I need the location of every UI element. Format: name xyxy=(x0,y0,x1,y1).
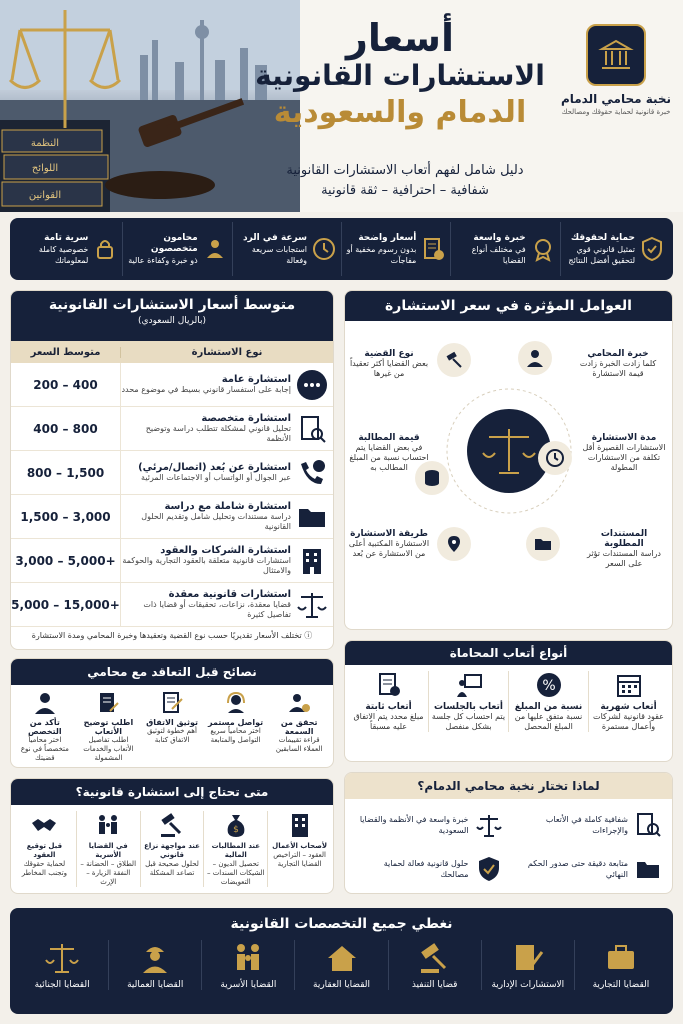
factor-item xyxy=(345,529,433,559)
factors-panel xyxy=(344,290,673,630)
row-desc: عبر الجوال أو الواتساب أو الاجتماعات المرئية xyxy=(141,473,291,482)
tip-desc: اطلب تفاصيل الأتعاب والخدمات المشمولة xyxy=(83,736,134,762)
feature-title: محامون متخصصون xyxy=(150,232,198,254)
row-price: 200 – 400 xyxy=(11,363,121,406)
gavel-icon xyxy=(158,811,186,839)
why-title: لماذا تختار نخبة محامي الدمام؟ xyxy=(345,773,672,799)
factor-item xyxy=(574,349,662,379)
row-name: استشارات قانونية معقدة xyxy=(168,589,291,600)
tip-desc: اختر محامياً سريع التواصل والمتابعة xyxy=(210,727,261,744)
feature-item xyxy=(450,222,559,276)
lawyers-group-icon xyxy=(202,236,228,262)
specialty-name: الاستشارات الإدارية xyxy=(491,980,565,990)
info-icon: ⓘ xyxy=(301,631,313,640)
prices-header xyxy=(11,291,333,341)
presenter-icon xyxy=(455,671,483,699)
feature-item xyxy=(560,222,669,276)
feature-desc: تمثيل قانوني قوي لتحقيق أفضل النتائج xyxy=(568,244,635,265)
scales-icon xyxy=(475,811,503,839)
row-price: 3,000 – 5,000+ xyxy=(11,539,121,582)
row-price: 400 – 800 xyxy=(11,407,121,450)
briefcase-icon xyxy=(603,940,639,976)
specialties-panel xyxy=(10,908,673,1014)
row-desc: إجابة على استفسار قانوني بسيط في موضوع محدد xyxy=(121,385,291,394)
specialty-item xyxy=(201,940,294,990)
subtitle: دليل شامل لفهم أتعاب الاستشارات القانونية xyxy=(286,163,524,178)
tip-name: تواصل مستمر xyxy=(208,718,264,727)
row-name: استشارة عن بُعد (اتصال/مرئي) xyxy=(138,462,291,473)
fee-name: أتعاب شهرية xyxy=(600,702,657,712)
specialty-name: قضايا التنفيذ xyxy=(411,980,458,990)
feature-desc: ذو خبرة وكفاءة عالية xyxy=(128,255,198,265)
specialties-title: نغطي جميع التخصصات القانونية xyxy=(230,916,453,932)
location-pin-icon xyxy=(437,527,471,561)
fee-desc: مبلغ محدد يتم الاتفاق عليه مسبقاً xyxy=(353,712,424,731)
table-row xyxy=(11,583,333,627)
fee-item xyxy=(588,671,668,732)
family-icon xyxy=(230,940,266,976)
row-name: استشارة عامة xyxy=(221,374,291,385)
specialty-name: القضايا الأسرية xyxy=(220,980,277,990)
phone-chat-icon xyxy=(295,456,329,490)
factor-desc: دراسة المستندات تؤثر على السعر xyxy=(587,549,661,568)
building-icon xyxy=(295,544,329,578)
fee-item xyxy=(428,671,508,732)
headset-icon xyxy=(224,691,248,715)
why-item xyxy=(349,847,509,891)
specialty-name: القضايا العقارية xyxy=(313,980,371,990)
fee-desc: عقود قانونية لشركات وأعمال مستمرة xyxy=(593,712,664,731)
page-title-line2: الاستشارات القانونية xyxy=(255,59,545,92)
fee-item xyxy=(508,671,588,732)
shield-check-icon xyxy=(639,236,665,262)
when-desc: العقود – التراخيص القضايا التجارية xyxy=(273,851,326,868)
scales-icon xyxy=(44,940,80,976)
specialty-name: القضايا التجارية xyxy=(592,980,650,990)
lawyer-icon xyxy=(518,341,552,375)
user-check-icon xyxy=(287,691,311,715)
row-name: استشارة شاملة مع دراسة xyxy=(164,501,291,512)
tip-name: تحقق من السمعة xyxy=(280,718,318,736)
when-item xyxy=(140,811,204,887)
when-item xyxy=(267,811,331,887)
when-desc: لحلول صحيحة قبل تصاعد المشكلة xyxy=(145,860,199,877)
specialty-item xyxy=(574,940,667,990)
why-text: متابعة دقيقة حتى صدور الحكم النهائي xyxy=(527,859,628,879)
percent-icon xyxy=(535,671,563,699)
table-row xyxy=(11,539,333,583)
tip-name: اطلب توضيح الأتعاب xyxy=(83,718,134,736)
specialty-name: القضايا الجنائية xyxy=(34,980,90,990)
shield-check-icon xyxy=(475,855,503,883)
fees-title: أنواع أتعاب المحاماة xyxy=(345,641,672,665)
row-desc: قضايا معقدة، نزاعات، تحقيقات أو قضايا ذات تفاصيل كثيرة xyxy=(143,600,291,619)
tip-name: توثيق الاتفاق xyxy=(146,718,198,727)
prices-note-text: تختلف الأسعار تقديريًا حسب نوع القضية وتعقيدها وخبرة المحامي ومدة الاستشارة xyxy=(31,631,302,640)
factor-desc: الاستشارة المكتبية أعلى من الاستشارة عن بُعد xyxy=(348,539,430,558)
factor-desc: الاستشارات القصيرة أقل تكلفة من الاستشارات المطولة xyxy=(582,443,666,472)
page-title: أسعار xyxy=(346,16,454,60)
feature-title: سرعة في الرد xyxy=(243,232,308,243)
fixed-doc-icon xyxy=(375,671,403,699)
table-row xyxy=(11,363,333,407)
prices-table-header xyxy=(11,341,333,363)
house-icon xyxy=(324,940,360,976)
tip-item xyxy=(267,691,331,763)
clock-icon xyxy=(538,441,572,475)
row-price: 1,500 – 3,000 xyxy=(11,495,121,538)
specialty-item xyxy=(16,940,108,990)
specialty-item xyxy=(481,940,574,990)
worker-icon xyxy=(137,940,173,976)
chat-bubble-icon xyxy=(295,368,329,402)
specialist-icon xyxy=(33,691,57,715)
when-name: قبل توقيع العقود xyxy=(26,842,63,859)
factor-item xyxy=(580,529,668,569)
factor-name: خبرة المحامي xyxy=(587,349,649,359)
document-search-icon xyxy=(295,412,329,446)
scales-icon xyxy=(295,588,329,622)
when-item xyxy=(203,811,267,887)
fees-panel xyxy=(344,640,673,762)
specialty-item xyxy=(108,940,201,990)
why-text: حلول قانونية فعالة لحماية مصالحك xyxy=(383,859,469,879)
fee-name: أتعاب بالجلسات xyxy=(434,702,503,712)
folder-icon xyxy=(295,500,329,534)
tagline: شفافية – احترافية – ثقة قانونية xyxy=(321,183,489,198)
fee-name: أتعاب ثابتة xyxy=(365,702,412,712)
why-text: خبرة واسعة في الأنظمة والقضايا السعودية xyxy=(359,815,469,835)
doc-search-icon xyxy=(634,811,662,839)
feature-desc: في مختلف أنواع القضايا xyxy=(471,244,526,265)
title-block xyxy=(250,18,550,132)
prices-title: متوسط أسعار الاستشارات القانونية xyxy=(48,297,296,313)
specialty-item xyxy=(388,940,481,990)
tip-desc: أهم خطوة لتوثيق الاتفاق كتابة xyxy=(147,727,197,744)
lock-icon xyxy=(92,236,118,262)
table-row xyxy=(11,451,333,495)
pen-doc-icon xyxy=(510,940,546,976)
table-row xyxy=(11,407,333,451)
factor-desc: بعض القضايا أكثر تعقيداً من غيرها xyxy=(349,359,429,378)
factors-title: العوامل المؤثرة في سعر الاستشارة xyxy=(345,291,672,321)
book-label: النظمة xyxy=(30,138,60,149)
row-name: استشارة الشركات والعقود xyxy=(160,545,291,556)
why-item xyxy=(509,803,669,847)
when-name: لأصحاب الأعمال xyxy=(272,842,328,850)
feature-item xyxy=(232,222,341,276)
header xyxy=(0,0,683,212)
factor-item xyxy=(580,433,668,473)
factor-name: طريقة الاستشارة xyxy=(350,529,428,539)
handshake-icon xyxy=(30,811,58,839)
tip-item xyxy=(140,691,204,763)
svg-text:%: % xyxy=(541,678,556,694)
col-type-header: نوع الاستشارة xyxy=(191,346,263,358)
award-badge-icon xyxy=(530,236,556,262)
office-icon xyxy=(286,811,314,839)
prices-note xyxy=(11,627,333,644)
fee-desc: نسبة متفق عليها من المبلغ المحصل xyxy=(514,712,583,731)
gavel-icon xyxy=(417,940,453,976)
calendar-icon xyxy=(615,671,643,699)
tip-item xyxy=(77,691,141,763)
gavel-icon xyxy=(437,343,471,377)
row-price: 5,000 – 15,000+ xyxy=(11,583,121,626)
row-price: 800 – 1,500 xyxy=(11,451,121,494)
features-bar xyxy=(10,218,673,280)
fee-desc: يتم احتساب كل جلسة بشكل منفصل xyxy=(431,712,506,731)
specialty-name: القضايا العمالية xyxy=(127,980,184,990)
logo-name: نخبة محامي الدمام xyxy=(560,92,672,106)
logo-tagline: خبرة قانونية لحماية حقوقك ومصالحك xyxy=(561,108,671,116)
book-label: اللوائح xyxy=(31,163,59,174)
feature-desc: بدون رسوم مخفية أو مفاجآت xyxy=(346,244,417,265)
when-desc: الطلاق – الحضانة – النفقة الزيارة – الإرث xyxy=(80,860,137,886)
feature-title: خبرة واسعة xyxy=(473,232,526,243)
why-panel xyxy=(344,772,673,894)
when-item xyxy=(13,811,76,887)
row-name: استشارة متخصصة xyxy=(201,413,291,424)
logo-emblem-icon xyxy=(586,24,646,86)
factor-desc: في بعض القضايا يتم احتساب نسبة من المبلغ المطالب به xyxy=(349,443,429,472)
when-panel xyxy=(10,778,334,894)
tip-item xyxy=(204,691,268,763)
prices-unit: (بالريال السعودي) xyxy=(138,316,206,326)
book-label: القوانين xyxy=(28,190,62,201)
factor-name: المستندات المطلوبة xyxy=(600,529,648,549)
tip-name: تأكد من التخصص xyxy=(28,718,62,736)
factor-desc: كلما زادت الخبرة زادت قيمة الاستشارة xyxy=(579,359,657,378)
tip-item xyxy=(13,691,77,763)
fee-name: نسبة من المبلغ xyxy=(514,702,583,712)
row-desc: تحليل قانوني لمشكلة تتطلب دراسة وتوضيح الأنظمة xyxy=(145,424,291,443)
specialty-item xyxy=(294,940,387,990)
money-bag-icon xyxy=(222,811,250,839)
factor-name: مدة الاستشارة xyxy=(591,433,657,443)
factor-name: قيمة المطالبة xyxy=(358,433,420,443)
clock-icon xyxy=(311,236,337,262)
factor-name: نوع القضية xyxy=(364,349,414,359)
feature-desc: استجابات سريعة وفعالة xyxy=(251,244,308,265)
factor-item xyxy=(345,433,433,473)
when-item xyxy=(76,811,140,887)
logo xyxy=(557,24,675,116)
family-icon xyxy=(94,811,122,839)
feature-item xyxy=(14,222,122,276)
feature-title: سرية تامة xyxy=(44,232,89,243)
agreement-icon xyxy=(160,691,184,715)
feature-title: أسعار واضحة xyxy=(358,232,417,243)
document-check-icon xyxy=(420,236,446,262)
table-row xyxy=(11,495,333,539)
row-desc: استشارات قانونية متعلقة بالعقود التجارية والحوكمة والامتثال xyxy=(122,556,291,575)
row-desc: دراسة مستندات وتحليل شامل وتقديم الحلول القانونية xyxy=(141,512,291,531)
why-item xyxy=(349,803,509,847)
why-text: شفافية كاملة في الأتعاب والإجراءات xyxy=(545,815,628,835)
when-title: متى تحتاج إلى استشارة قانونية؟ xyxy=(11,779,333,805)
factor-item xyxy=(345,349,433,379)
feature-title: حماية لحقوقك xyxy=(570,232,635,243)
feature-item xyxy=(341,222,450,276)
tips-title: نصائح قبل التعاقد مع محامي xyxy=(11,659,333,685)
prices-panel xyxy=(10,290,334,650)
when-name: عند المطالبات المالية xyxy=(211,842,261,859)
when-desc: تحصيل الديون – الشيكات السندات – التعويضات xyxy=(206,860,265,886)
page-title-line3: الدمام والسعودية xyxy=(273,95,527,130)
tip-desc: اختر محامياً متخصصاً في نوع قضيتك xyxy=(20,736,69,762)
why-item xyxy=(509,847,669,891)
feature-item xyxy=(122,222,231,276)
fee-item xyxy=(349,671,428,732)
when-name: في القضايا الأسرية xyxy=(88,842,128,859)
feature-desc: خصوصية كاملة لمعلوماتك xyxy=(38,244,89,265)
tips-panel xyxy=(10,658,334,768)
folder-icon xyxy=(634,855,662,883)
when-desc: لحماية حقوقك وتجنب المخاطر xyxy=(21,860,68,877)
fees-doc-icon xyxy=(96,691,120,715)
folder-icon xyxy=(526,527,560,561)
svg-text:$: $ xyxy=(232,825,239,835)
tip-desc: قراءة تقييمات العملاء السابقين xyxy=(275,736,323,753)
when-name: عند مواجهة نزاع قانوني xyxy=(144,842,200,859)
col-price-header: متوسط السعر xyxy=(11,347,121,358)
